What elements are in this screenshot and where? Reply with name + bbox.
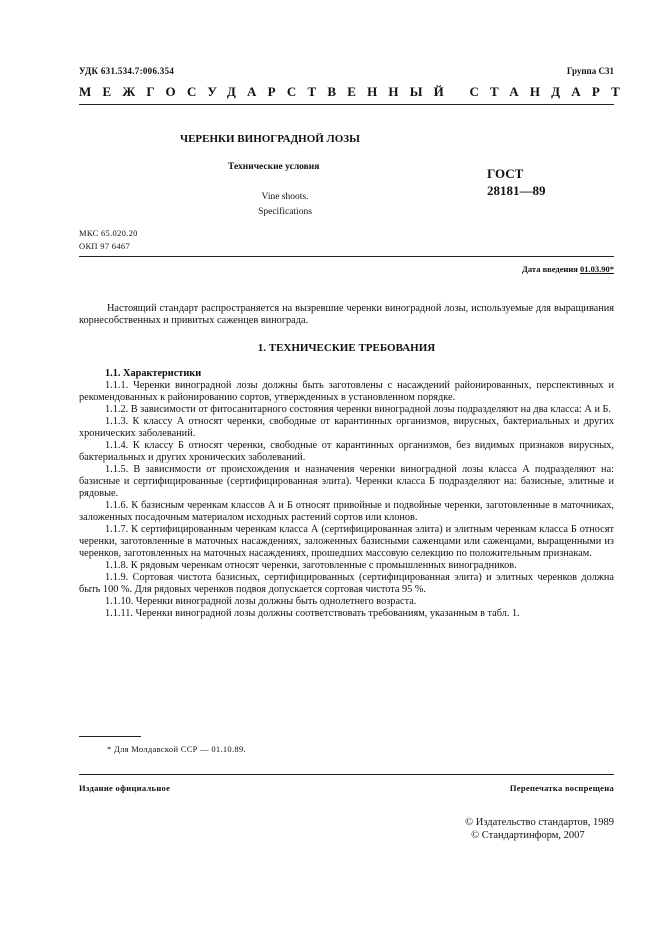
effective-date [522,264,614,274]
list-item: 1.1.2. В зависимости от фитосанитарного состояния черенки виноградной лозы подразделяют на два класса: А и Б. [105,404,612,415]
okp-code: ОКП 97 6467 [79,241,130,251]
copyright-block [465,816,614,842]
document-subtitle: Технические условия [228,162,320,172]
subsection-title: 1.1. Характеристики [105,368,202,379]
mks-code: МКС 65.020.20 [79,228,138,238]
list-item: 1.1.4. К классу Б относят черенки, свободные от карантинных организмов, без видимых признаков вирусных, бактериальных и других хронических заболеваний. [79,440,614,463]
list-item: 1.1.5. В зависимости от происхождения и назначения черенки виноградной лозы класса А подразделяют на: базисные и сертифицированные (сертифицированная элита). Черенки класса Б подразделяют на: базисные, элитные и рядовые. [79,464,614,499]
copyright-line-1: © Издательство стандартов, 1989 [465,817,614,828]
list-item: 1.1.3. К классу А относят черенки, свободные от карантинных организмов, вирусных, бактериальных и других хронических заболеваний. [79,416,614,439]
gost-label: ГОСТ [487,166,524,181]
english-subtitle-line: Specifications [258,207,312,217]
copyright-line-2: © Стандартинформ, 2007 [471,830,585,841]
english-title-line: Vine shoots. [261,192,309,202]
footnote-rule [79,736,141,737]
list-item: 1.1.9. Сортовая чистота базисных, сертифицированных (сертифицированная элита) и элитных черенков должна быть 100 %. Для рядовых черенков подвоя допускается сортовая чистота 95 %. [79,572,614,595]
document-title: ЧЕРЕНКИ ВИНОГРАДНОЙ ЛОЗЫ [180,133,360,145]
effective-date-label: Дата введения [522,264,578,274]
header-rule [79,104,614,105]
group-code: Группа С31 [566,66,614,76]
section-title: 1. ТЕХНИЧЕСКИЕ ТРЕБОВАНИЯ [257,342,436,354]
list-item: 1.1.11. Черенки виноградной лозы должны соответствовать требованиям, указанным в табл. 1. [105,608,520,619]
list-item: 1.1.6. К базисным черенкам классов А и Б относят привойные и подвойные черенки, заготовленные в маточниках, заложенных посадочным материалом исходных растений сортов или клонов. [79,500,614,523]
list-item: 1.1.7. К сертифицированным черенкам класса А (сертифицированная элита) и элитным черенкам класса Б относят черенки, заготовленные в маточных насаждениях, заложенных базисными саженцами или саженцами, выращенными из черенков, заготовленных на маточных насаждениях, прошедших массовую селекцию по положительным признакам. [79,524,614,559]
title-rule [79,256,614,257]
footer-rule [79,774,614,775]
gost-number: 28181—89 [487,183,546,198]
list-item: 1.1.1. Черенки виноградной лозы должны быть заготовлены с насаждений районированных, перспективных и рекомендованных к районированию сортов, утвержденных в установленном порядке. [79,380,614,403]
udk-code: УДК 631.534.7:006.354 [79,66,175,76]
gost-designation [487,165,546,199]
classification-codes [79,227,138,253]
effective-date-value: 01.03.90* [580,264,614,274]
list-item: 1.1.10. Черенки виноградной лозы должны быть однолетнего возраста. [105,596,417,607]
intro-paragraph [79,303,614,327]
list-item: 1.1.8. К рядовым черенкам относят черенки, заготовленные с промышленных виноградников. [105,560,517,571]
footnote: * Для Молдавской ССР — 01.10.89. [107,744,246,754]
english-title [230,190,340,220]
standard-type: МЕЖГОСУДАРСТВЕННЫЙ СТАНДАРТ [79,84,632,99]
official-edition: Издание официальное [79,783,171,793]
requirements-list [79,368,614,620]
intro-text: Настоящий стандарт распространяется на вызревшие черенки виноградной лозы, используемые для выращивания корнесобственных и привитых саженцев винограда. [79,303,614,326]
reprint-notice: Перепечатка воспрещена [509,783,614,793]
